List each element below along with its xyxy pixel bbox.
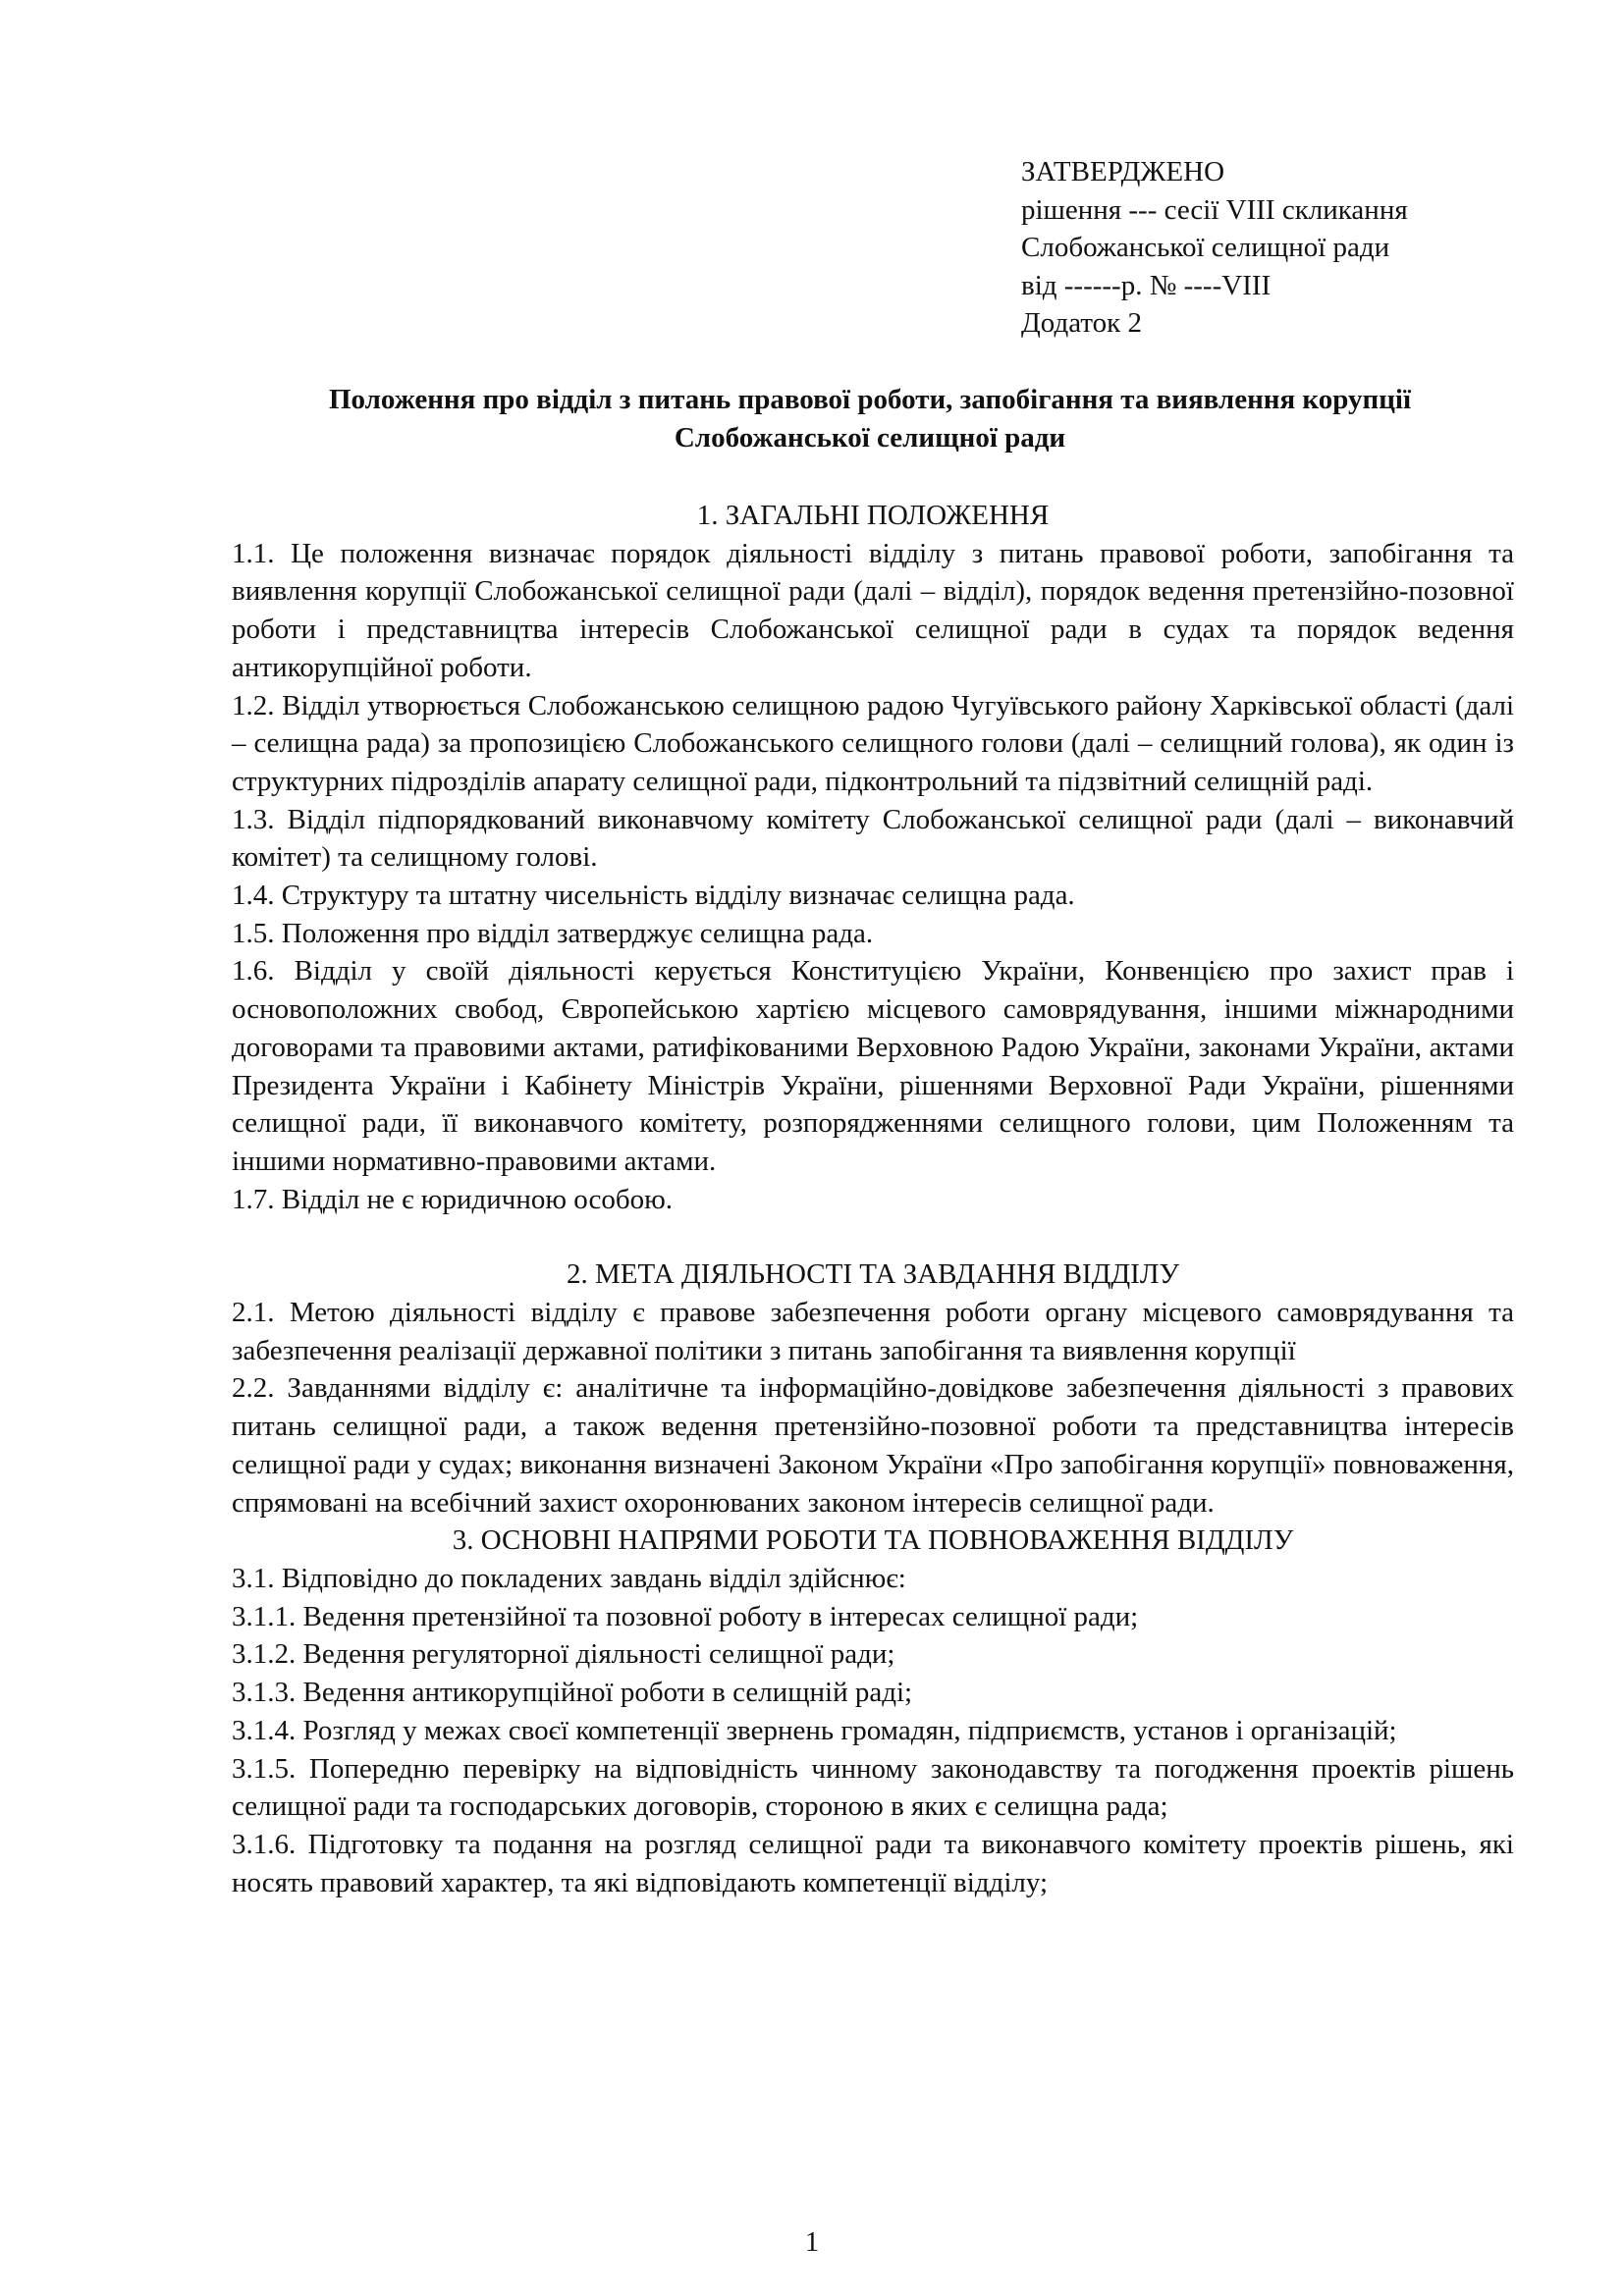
paragraph-3-1: 3.1. Відповідно до покладених завдань відділ здійснює:: [232, 1562, 906, 1594]
paragraph-1-3: 1.3. Відділ підпорядкований виконавчому комітету Слобожанської селищної ради (далі – виконавчий комітет) та селищному голові.: [232, 803, 1514, 874]
document-title-line-1: Положення про відділ з питань правової роботи, запобігання та виявлення корупції: [328, 384, 1412, 415]
document-title: [232, 381, 1508, 457]
approval-stamp-block: [1021, 153, 1571, 343]
section-spacer: [232, 1218, 1514, 1255]
section-1-heading: 1. ЗАГАЛЬНІ ПОЛОЖЕННЯ: [696, 500, 1050, 531]
approval-decision-line: рішення --- сесії VIII скликання: [1021, 193, 1408, 226]
document-body: [232, 497, 1514, 1901]
paragraph-1-4: 1.4. Структуру та штатну чисельність відділу визначає селищна рада.: [232, 880, 1075, 912]
paragraph-1-5: 1.5. Положення про відділ затверджує селищна рада.: [232, 917, 874, 949]
paragraph-3-1-4: 3.1.4. Розгляд у межах своєї компетенції звернень громадян, підприємств, установ і організацій;: [232, 1714, 1397, 1746]
paragraph-3-1-6: 3.1.6. Підготовку та подання на розгляд селищної ради та виконавчого комітету проектів рішень, які носять правовий характер, та які відповідають компетенції відділу;: [232, 1828, 1514, 1898]
paragraph-3-1-5: 3.1.5. Попередню перевірку на відповідність чинному законодавству та погодження проектів рішень селищної ради та господарських договорів, стороною в яких є селищна рада;: [232, 1752, 1514, 1823]
paragraph-2-2: 2.2. Завданнями відділу є: аналітичне та інформаційно-довідкове забезпечення діяльності з правових питань селищної ради, а також ведення претензійно-позовної роботи та представництва інтересів селищної ради у судах; виконання визначені Законом України «Про запобігання корупції» повноваження, спрямовані на всебічний захист охоронюваних законом інтересів селищної ради.: [232, 1372, 1514, 1519]
paragraph-1-1: 1.1. Це положення визначає порядок діяльності відділу з питань правової роботи, запобігання та виявлення корупції Слобожанської селищної ради (далі – відділ), порядок ведення претензійно-позовної роботи і представництва інтересів Слобожанської селищної ради в судах та порядок ведення антикорупційної роботи.: [232, 537, 1514, 683]
document-title-line-2: Слобожанської селищної ради: [674, 422, 1066, 454]
section-2-heading: 2. МЕТА ДІЯЛЬНОСТІ ТА ЗАВДАННЯ ВІДДІЛУ: [566, 1258, 1180, 1291]
approval-date-line: від ------р. № ----VIII: [1021, 269, 1272, 301]
paragraph-3-1-3: 3.1.3. Ведення антикорупційної роботи в селищній раді;: [232, 1677, 913, 1709]
approval-appendix-line: Додаток 2: [1021, 307, 1142, 339]
paragraph-1-2: 1.2. Відділ утворюється Слобожанською селищною радою Чугуївського району Харківської області (далі – селищна рада) за пропозицією Слобожанського селищного голови (далі – селищний голова), як один із структурних підрозділів апарату селищної ради, підконтрольний та підзвітний селищній раді.: [232, 689, 1514, 797]
paragraph-1-7: 1.7. Відділ не є юридичною особою.: [232, 1183, 674, 1215]
paragraph-3-1-1: 3.1.1. Ведення претензійної та позовної роботу в інтересах селищної ради;: [232, 1600, 1139, 1632]
paragraph-3-1-2: 3.1.2. Ведення регуляторної діяльності селищної ради;: [232, 1638, 895, 1671]
page-number: 1: [804, 2226, 820, 2258]
paragraph-1-6: 1.6. Відділ у своїй діяльності керується Конституцією України, Конвенцією про захист прав і основоположних свобод, Європейською хартією місцевого самоврядування, іншими міжнародними договорами та правовими актами, ратифікованими Верховною Радою України, законами України, актами Президента України і Кабінету Міністрів України, рішеннями Верховної Ради України, рішеннями селищної ради, її виконавчого комітету, розпорядженнями селищного голови, цим Положенням та іншими нормативно-правовими актами.: [232, 955, 1514, 1177]
approval-council-line: Слобожанської селищної ради: [1021, 232, 1390, 263]
approval-heading: ЗАТВЕРДЖЕНО: [1021, 156, 1225, 187]
paragraph-2-1: 2.1. Метою діяльності відділу є правове забезпечення роботи органу місцевого самоврядування та забезпечення реалізації державної політики з питань запобігання та виявлення корупції: [232, 1297, 1514, 1366]
section-3-heading: 3. ОСНОВНІ НАПРЯМИ РОБОТИ ТА ПОВНОВАЖЕННЯ ВІДДІЛУ: [452, 1524, 1294, 1557]
